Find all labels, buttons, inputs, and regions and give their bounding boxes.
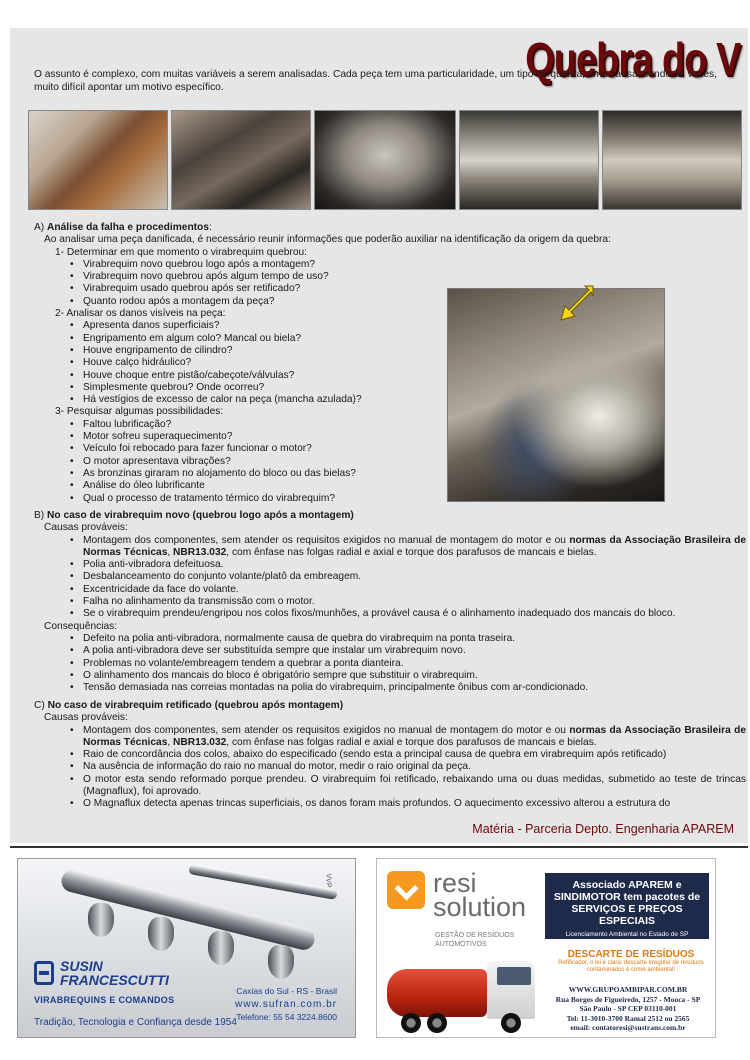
list-item: • Veículo foi rebocado para fazer funcionar o motor?: [83, 443, 744, 455]
section-b-consequences-list: [34, 633, 746, 694]
list-item: • Faltou lubrificação?: [83, 419, 744, 431]
resi-wordmark: [433, 868, 527, 922]
section-c-title: No caso de virabrequim retificado (quebrou após montagem): [47, 700, 344, 711]
resi-subtitle-1: GESTÃO DE RESÍDUOS: [435, 932, 515, 939]
list-item: • Virabrequim novo quebrou logo após a montagem?: [83, 259, 744, 271]
resi-logo: [387, 868, 527, 922]
associado-box: [545, 873, 709, 939]
list-item: • Análise do óleo lubrificante: [83, 480, 744, 492]
step-2-label: 2- Analisar os danos visíveis na peça:: [55, 308, 226, 320]
list-item: • O motor apresentava vibrações?: [83, 456, 744, 468]
section-b-prefix: B): [34, 510, 48, 521]
cause-text: Montagem dos componentes, sem atender os requisitos exigidos no manual de montagem do motor e ou: [83, 534, 570, 546]
susin-ad[interactable]: [17, 858, 356, 1038]
list-item: • Motor sofreu superaquecimento?: [83, 431, 744, 443]
truck-window: [497, 967, 531, 985]
associado-text: Associado APAREM e SINDIMOTOR tem pacotes de SERVIÇOS E PREÇOS ESPECIAIS: [553, 879, 701, 927]
cause-text: Montagem dos componentes, sem atender os requisitos exigidos no manual de montagem do motor e ou: [83, 724, 570, 736]
yellow-arrow-icon: [555, 284, 595, 324]
list-item: • Há vestígios de excesso de calor na peça (mancha azulada)?: [83, 394, 744, 406]
susin-subtitle: VIRABREQUINS E COMANDOS: [34, 995, 175, 1005]
cause-bold: NBR13.032: [173, 546, 227, 558]
list-item: • Falha no alinhamento da transmissão com o motor.: [83, 596, 746, 608]
list-item: • As bronzinas giraram no alojamento do bloco ou das bielas?: [83, 468, 744, 480]
resi-phone: Tel: 11-3010-3700 Ramal 2512 ou 2565: [566, 1013, 690, 1023]
section-b-causes-label: Causas prováveis:: [44, 522, 128, 534]
step-3-label: 3- Pesquisar algumas possibilidades:: [55, 406, 224, 418]
section-b-heading: [34, 510, 746, 522]
resi-solution-ad[interactable]: [376, 858, 716, 1038]
cause-text: ,: [167, 546, 174, 558]
cause-bold: normas da Associação Brasileira de Normas Técnicas: [83, 724, 747, 748]
crankshaft-photo-4: [459, 110, 599, 210]
descarte-block: [551, 949, 711, 974]
section-a-intro: Ao analisar uma peça danificada, é necessário reunir informações que poderão auxiliar na identificação da origem da quebra:: [44, 234, 611, 246]
cause-text: ,: [167, 736, 174, 748]
crankshaft-photo-1: [28, 110, 168, 210]
susin-contact: [235, 985, 337, 1024]
list-item: • Defeito na polia anti-vibradora, normalmente causa de quebra do virabrequim na ponta traseira.: [83, 633, 746, 645]
resi-address-1: Rua Borges de Figueiredo, 1257 - Mooca - SP: [555, 994, 701, 1004]
resi-name-1: resi: [433, 868, 477, 898]
section-c: [34, 700, 746, 811]
susin-wordmark: [60, 959, 169, 987]
section-a-prefix: A): [34, 222, 48, 233]
crankshaft-photo-2: [171, 110, 311, 210]
crankshaft-photo-3: [314, 110, 456, 210]
susin-logo: [34, 959, 237, 987]
section-b: [34, 510, 746, 694]
list-item: • A polia anti-vibradora deve ser substituída sempre que instalar um virabrequim novo.: [83, 645, 746, 657]
list-item: • Quanto rodou após a montagem da peça?: [83, 296, 744, 308]
list-item: • Virabrequim usado quebrou após ser retificado?: [83, 283, 744, 295]
section-a-heading: [34, 222, 744, 234]
list-item: • Engripamento em algum colo? Mancal ou biela?: [83, 333, 744, 345]
list-item: • Tensão demasiada nas correias montadas na polia do virabrequim, principalmente ônibus com ar-condicionado.: [83, 682, 746, 694]
susin-brand: [34, 959, 237, 1028]
divider: [10, 846, 748, 848]
section-c-prefix: C): [34, 700, 48, 711]
section-c-causes-list: [34, 725, 746, 811]
susin-tagline: Tradição, Tecnologia e Confiança desde 1954: [34, 1017, 237, 1028]
section-b-title: No caso de virabrequim novo (quebrou logo após a montagem): [47, 510, 354, 521]
list-item: • Virabrequim novo quebrou após algum tempo de uso?: [83, 271, 744, 283]
susin-logo-icon: [34, 961, 54, 985]
list-item: • O Magnaflux detecta apenas trincas superficiais, os danos foram mais profundos. O aquecimento excessivo alterou a estrutura do: [83, 798, 746, 810]
list-item: • Na ausência de informação do raio no manual do motor, medir o raio original da peça.: [83, 761, 746, 773]
resi-name-2: solution: [433, 892, 527, 922]
list-item: • Houve calço hidráulico?: [83, 357, 744, 369]
list-item: • Apresenta danos superficiais?: [83, 320, 744, 332]
step-1-label: 1- Determinar em que momento o virabrequim quebrou:: [55, 246, 307, 258]
list-item: • Problemas no volante/embreagem tendem a quebrar a ponta dianteira.: [83, 658, 746, 670]
resi-web[interactable]: WWW.GRUPOAMBIPAR.COM.BR: [568, 985, 688, 994]
susin-name-1: SUSIN: [60, 958, 103, 974]
resi-contact: [543, 985, 713, 1033]
agency-mark: VVP: [324, 873, 332, 888]
camshaft-image: [188, 864, 337, 900]
section-c-heading: [34, 700, 746, 712]
cause-text: , com ênfase nas folgas radial e axial e torque dos parafusos de mancais e bielas.: [226, 736, 597, 748]
susin-website[interactable]: www.sufran.com.br: [234, 999, 337, 1010]
article-panel: [10, 28, 748, 843]
list-item: • Simplesmente quebrou? Onde ocorreu?: [83, 382, 744, 394]
article-credit: Matéria - Parceria Depto. Engenharia APAREM: [472, 822, 734, 836]
section-b-causes-list: [34, 535, 746, 621]
wheel-icon: [427, 1013, 447, 1033]
list-item: • O alinhamento dos mancais do bloco é obrigatório sempre que substituir o virabrequim.: [83, 670, 746, 682]
list-item: • Raio de concordância dos colos, abaixo do especificado (sendo esta a principal causa de quebra em virabrequim após retificado): [83, 749, 746, 761]
crankshaft-photo-5: [602, 110, 742, 210]
susin-name-2: FRANCESCUTTI: [60, 972, 169, 988]
resi-address-2: São Paulo - SP CEP 03110-001: [579, 1004, 677, 1013]
list-item: • Polia anti-vibradora defeituosa.: [83, 559, 746, 571]
cause-bold: NBR13.032: [173, 736, 227, 748]
resi-subtitle-2: AUTOMOTIVOS: [435, 941, 487, 948]
list-item: [83, 535, 746, 560]
list-item: • Desbalanceamento do conjunto volante/platô da embreagem.: [83, 571, 746, 583]
truck-tank: [387, 969, 487, 1017]
list-item: [83, 725, 746, 750]
resi-check-icon: [387, 871, 425, 909]
truck-image: [387, 961, 537, 1035]
section-c-causes-label: Causas prováveis:: [44, 712, 128, 724]
page-title: Quebra do V: [524, 33, 740, 85]
cause-text: , com ênfase nas folgas radial e axial e torque dos parafusos de mancais e bielas.: [226, 546, 597, 558]
crank-lobe: [148, 917, 174, 951]
cause-bold: normas da Associação Brasileira de Normas Técnicas: [83, 534, 747, 558]
license-text: Licenciamento Ambiental no Estado de SP: [565, 931, 689, 938]
list-item: • Se o virabrequim prendeu/engripou nos colos fixos/munhões, a provável causa é o alinhamento inadequado dos mancais do bloco.: [83, 608, 746, 620]
list-item: • Excentricidade da face do volante.: [83, 584, 746, 596]
photo-strip: [28, 110, 746, 210]
descarte-subtitle: Refificador, o lei é clara: descarte irregular de resíduos contaminados é crime ambiental!: [558, 960, 704, 973]
section-a-title: Análise da falha e procedimentos: [47, 222, 209, 233]
crank-lobe: [268, 945, 294, 979]
list-item: • Houve choque entre pistão/cabeçote/válvulas?: [83, 370, 744, 382]
susin-city: Caxias do Sul - RS - Brasil: [236, 986, 337, 996]
resi-subtitle: [435, 931, 514, 949]
resi-email[interactable]: email: contatoresi@sustrans.com.br: [570, 1023, 686, 1032]
list-item: • O motor esta sendo reformado porque prendeu. O virabrequim foi retificado, rebaixando uma ou duas medidas, submetido ao teste de trincas (Magnaflux), foi aprovado.: [83, 774, 746, 799]
crank-lobe: [88, 903, 114, 937]
wheel-icon: [501, 1013, 521, 1033]
intro-paragraph: O assunto é complexo, com muitas variáveis a serem analisadas. Cada peça tem uma particularidade, um tipo de quebra, uma causa, sendo às vezes, muito difícil apontar um motivo específico.: [34, 69, 717, 93]
list-item: • Qual o processo de tratamento térmico do virabrequim?: [83, 493, 744, 505]
section-a-colon: :: [208, 222, 212, 233]
wheel-icon: [401, 1013, 421, 1033]
section-b-consequences-label: Consequências:: [44, 620, 118, 632]
susin-phone: Telefone: 55 54 3224.8600: [236, 1012, 337, 1022]
list-item: • Houve engripamento de cilindro?: [83, 345, 744, 357]
descarte-title: DESCARTE DE RESÍDUOS: [567, 949, 695, 960]
